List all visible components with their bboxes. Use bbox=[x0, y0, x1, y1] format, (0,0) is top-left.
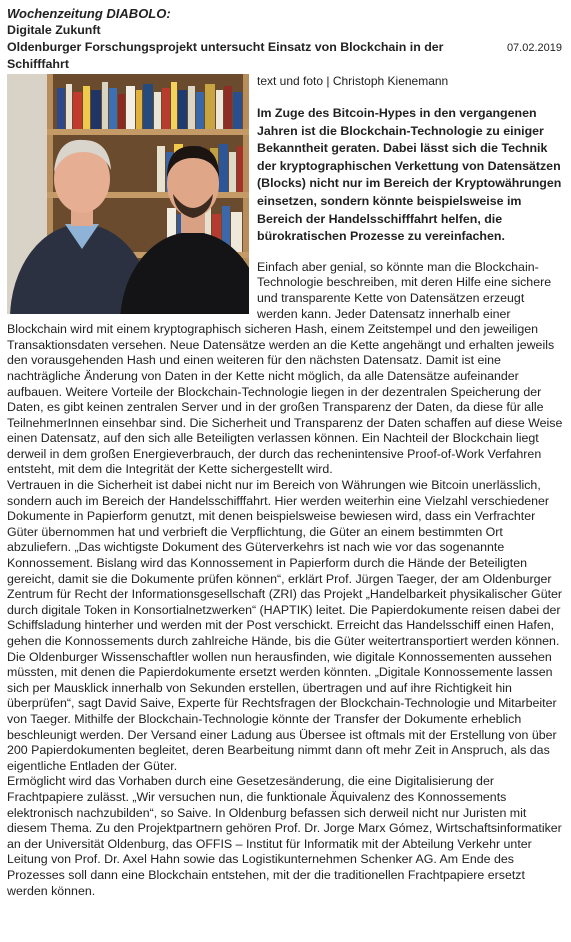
headline-row bbox=[7, 39, 564, 73]
body-paragraph: Einfach aber genial, so könnte man die Blockchain-Technologie beschreiben, mit deren Hilfe eine sichere und transparente Kette von Datensätzen erzeugt werden kann. Jeder Datensatz innerhalb einer Blockchain wird mit einem kryptographisch sicheren Hash, einem Zeitstempel und den jeweiligen Transaktionsdaten versehen. Neue Datensätze werden an die Kette angehängt und erhalten jeweils den vorausgehenden Hash und einen weiteren für den nächsten Datensatz. Damit ist eine nachträgliche Änderung von Daten in der Kette nicht möglich, da alle Datensätze aufeinander aufbauen. Weitere Vorteile der Blockchain-Technologie liegen in der dezentralen Speicherung der Daten, es gibt keinen zentralen Server und in der großen Transparenz der Daten, da diese für alle TeilnehmerInnen einsehbar sind. Die Sicherheit und Transparenz der Daten schaffen auf diese Weise einen Datensatz, auf den sich alle Beteiligten verlassen können. Ein Nachteil der Blockchain liegt derweil in dem großen Energieverbrauch, der durch das rechenintensive Proof-of-Work Verfahren entsteht, mit dem die Integrität der Kette sichergestellt wird. bbox=[7, 259, 563, 477]
headline: Oldenburger Forschungsprojekt untersucht Einsatz von Blockchain in der Schifffahrt bbox=[7, 40, 444, 71]
photo-credit: text und foto | Christoph Kienemann bbox=[257, 74, 449, 88]
article-body bbox=[7, 260, 564, 899]
lead-paragraph: Im Zuge des Bitcoin-Hypes in den vergangenen Jahren ist die Blockchain-Technologie zu einiger Bekanntheit geraten. Dabei lässt sich die Technik der kryptographischen Verkettung von Datensätzen (Blocks) nicht nur im Bereich der Kryptowährungen einsetzen, sondern könnte beispielsweise im Bereich der Handelsschifffahrt helfen, die bürokratischen Prozesse zu vereinfachen. bbox=[257, 106, 562, 244]
article-date: 07.02.2019 bbox=[506, 42, 562, 54]
article-photo bbox=[7, 74, 249, 314]
body-paragraph: Ermöglicht wird das Vorhaben durch eine Gesetzesänderung, die eine Digitalisierung der Frachtpapiere zulässt. „Wir versuchen nun, die funktionale Äquivalenz des Konnossements elektronisch nachzubilden“, so Saive. In Oldenburg befassen sich derweil nicht nur Juristen mit diesem Thema. Zu den Projektpartnern gehören Prof. Dr. Jorge Marx Gómez, Wirtschaftsinformatiker an der Universität Oldenburg, das OFFIS – Institut für Informatik mit der Abteilung Verkehr unter Leitung von Prof. Dr. Axel Hahn sowie das Logistikunternehmen Schenker AG. Am Ende des Prozesses soll dann eine Blockchain entstehen, mit der die traditionellen Frachtpapiere ersetzt werden können. bbox=[7, 774, 562, 898]
body-paragraph: Vertrauen in die Sicherheit ist dabei nicht nur im Bereich von Währungen wie Bitcoin unerlässlich, sondern auch im Bereich der Handelsschifffahrt. Hier werden weiterhin eine Vielzahl verschiedener Dokumente in Papierform genutzt, mit denen beispielsweise bewiesen wird, dass ein Verfrachter Güter übernommen hat und verbrieft die Verpflichtung, die Güter an einem bestimmten Ort abzuliefern. „Das wichtigste Dokument des Güterverkehrs ist nach wie vor das sogenannte Konnossement. Bislang wird das Konnossement in Papierform durch die Hände der Beteiligten gereicht, damit sie die Dokumente prüfen können“, erklärt Prof. Jürgen Taeger, der am Oldenburger Zentrum für Recht der Informationsgesellschaft (ZRI) das Projekt „Handelbarkeit physikalischer Güter durch digitale Token in Konsortialnetzwerken“ (HAPTIK) leitet. Die Papierdokumente reisen dabei der Schiffsladung hinterher und werden mit der Post verschickt. Erreicht das Handelsschiff einen Hafen, gehen die Konnossements durch zahlreiche Hände, bis die Güter weitertransportiert werden können. Die Oldenburger Wissenschaftler wollen nun herausfinden, wie digitale Konnossementen aussehen müssten, mit denen die Papierdokumente ersetzt werden könnten. „Digitale Konnossemente lassen sich per Mausklick innerhalb von Sekunden erstellen, übertragen und auf ihre Richtigkeit hin überprüfen“, sagt David Saive, Experte für Rechtsfragen der Blockchain-Technologie und Mitarbeiter von Taeger. Mithilfe der Blockchain-Technologie könnte der Transfer der Dokumente erheblich beschleunigt werden. Der Versand einer Ladung aus Übersee ist oftmals mit der Erstellung von über 200 Papierdokumenten begleitet, deren Bearbeitung nimmt dann oft mehr Zeit in Anspruch, als das eigentliche Entladen der Güter. bbox=[7, 478, 563, 773]
section-title: Digitale Zukunft bbox=[7, 23, 101, 37]
publication-title: Wochenzeitung DIABOLO: bbox=[7, 6, 171, 21]
photo-illustration bbox=[7, 74, 249, 314]
